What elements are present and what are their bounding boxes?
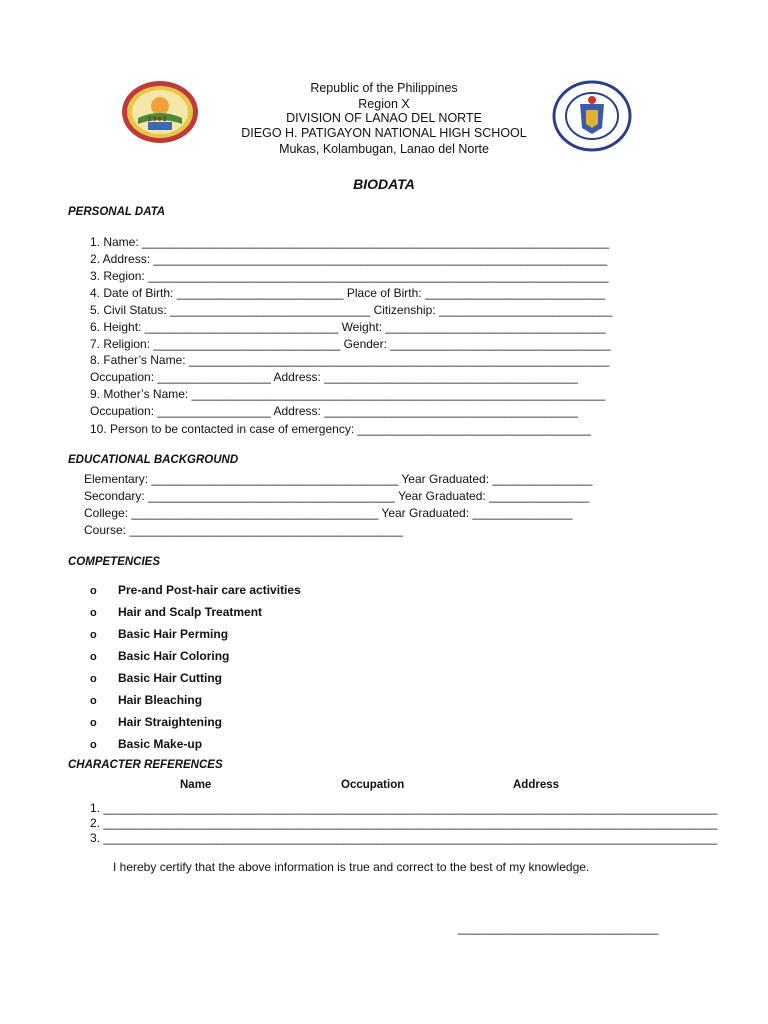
seal-year-text: 1 9 6 2 [148, 117, 167, 123]
education-secondary: Secondary: _____________________________________ Year Graduated: _______________ [84, 489, 590, 503]
header-address: Mukas, Kolambugan, Lanao del Norte [279, 142, 489, 156]
personal-row-9-occupation: Occupation: _________________ Address: ______________________________________ [90, 404, 578, 418]
competency-item: Basic Hair Cutting [118, 671, 223, 685]
bullet-icon: o [90, 651, 97, 663]
header-school: DIEGO H. PATIGAYON NATIONAL HIGH SCHOOL [241, 126, 527, 140]
competency-item: Hair Bleaching [118, 693, 203, 707]
references-col-address: Address [513, 779, 560, 791]
personal-data-heading: PERSONAL DATA [68, 206, 166, 218]
personal-row-6: 6. Height: _____________________________ Weight: _________________________________ [90, 320, 606, 334]
reference-row-1: 1. ____________________________________________________________________________________________ [90, 801, 718, 815]
certification-statement: I hereby certify that the above information is true and correct to the best of my knowledge. [113, 860, 590, 874]
reference-row-3: 3. ____________________________________________________________________________________________ [90, 831, 718, 845]
education-heading: EDUCATIONAL BACKGROUND [68, 454, 239, 466]
competencies-heading: COMPETENCIES [68, 556, 161, 568]
reference-row-2: 2. ____________________________________________________________________________________________ [90, 816, 718, 830]
references-col-occupation: Occupation [341, 779, 405, 791]
header-republic: Republic of the Philippines [310, 81, 458, 95]
bullet-icon: o [90, 739, 97, 751]
personal-row-10: 10. Person to be contacted in case of emergency: ___________________________________ [90, 422, 592, 436]
bullet-icon: o [90, 673, 97, 685]
personal-row-5: 5. Civil Status: ______________________________ Citizenship: __________________________ [90, 303, 613, 317]
bullet-icon: o [90, 717, 97, 729]
personal-row-7: 7. Religion: ____________________________ Gender: _________________________________ [90, 337, 611, 351]
references-col-name: Name [180, 779, 212, 791]
competency-item: Pre-and Post-hair care activities [118, 583, 301, 597]
signature-line: ______________________________ [458, 921, 659, 935]
document-title: BIODATA [353, 176, 415, 192]
education-course: Course: _________________________________________ [84, 523, 403, 537]
personal-row-2: 2. Address: ____________________________________________________________________ [90, 252, 608, 266]
personal-row-4: 4. Date of Birth: _________________________ Place of Birth: ___________________________ [90, 286, 606, 300]
bullet-icon: o [90, 585, 97, 597]
bullet-icon: o [90, 695, 97, 707]
competency-item: Basic Hair Perming [118, 627, 229, 641]
competency-item: Hair and Scalp Treatment [118, 605, 263, 619]
header-division: DIVISION OF LANAO DEL NORTE [286, 111, 482, 125]
education-elementary: Elementary: _____________________________________ Year Graduated: _______________ [84, 472, 593, 486]
personal-row-1: 1. Name: ______________________________________________________________________ [90, 235, 610, 249]
competency-item: Basic Hair Coloring [118, 649, 230, 663]
competency-item: Hair Straightening [118, 715, 223, 729]
competency-item: Basic Make-up [118, 737, 203, 751]
bullet-icon: o [90, 607, 97, 619]
references-heading: CHARACTER REFERENCES [68, 759, 223, 771]
header-region: Region X [358, 97, 410, 111]
personal-row-8-occupation: Occupation: _________________ Address: ______________________________________ [90, 370, 578, 384]
education-college: College: _____________________________________ Year Graduated: _______________ [84, 506, 573, 520]
personal-row-8: 8. Father’s Name: _______________________________________________________________ [90, 353, 610, 367]
personal-row-9: 9. Mother’s Name: ______________________________________________________________ [90, 387, 606, 401]
bullet-icon: o [90, 629, 97, 641]
personal-row-3: 3. Region: _____________________________________________________________________ [90, 269, 609, 283]
